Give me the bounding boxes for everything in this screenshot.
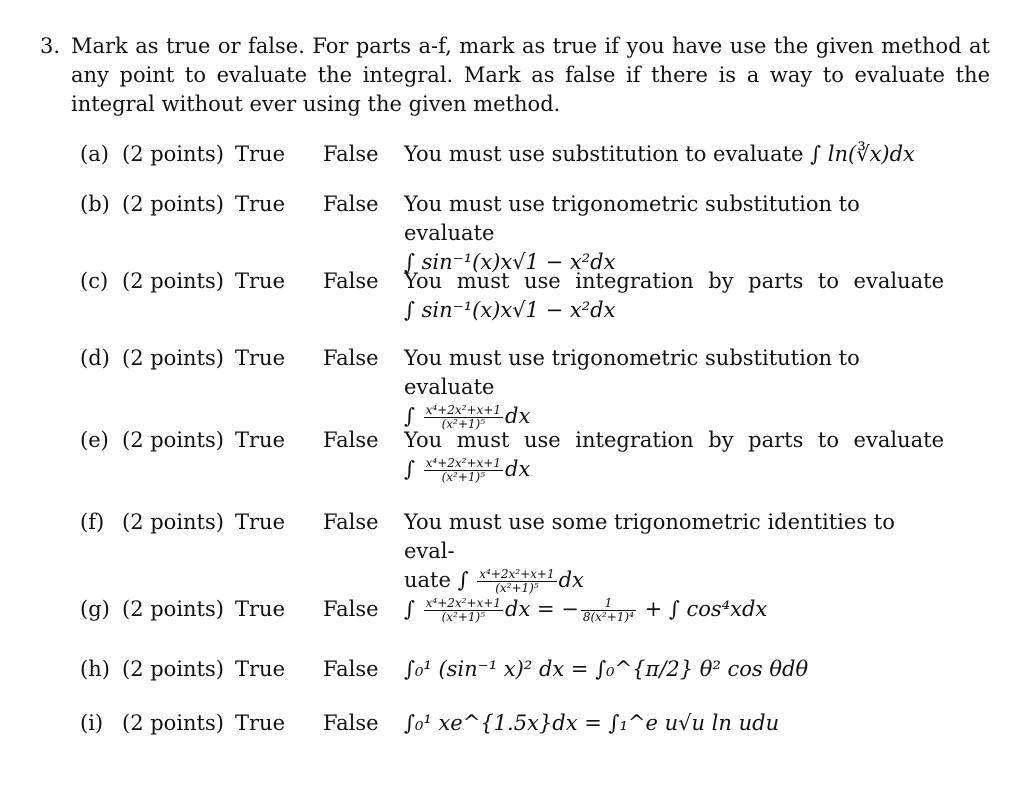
item-statement: You must use some trigonometric identities to eval- uate ∫ $\frac{\text{x⁴+2x²+x+1}}{\text{(x²+1)⁵}}$ dx <box>404 508 944 595</box>
equation: ∫ $\frac{\text{x⁴+2x²+x+1}}{\text{(x²+1)⁵}}$ dx = − $\frac{1}{\text{8(x²+1)⁴}}$ + ∫ cos⁴xdx <box>404 596 768 624</box>
true-option[interactable]: True <box>235 711 285 735</box>
item-label: (g) <box>80 597 110 621</box>
question-intro <box>40 32 990 119</box>
true-option[interactable]: True <box>235 142 285 166</box>
item-points: (2 points) <box>122 428 224 452</box>
item-statement: You must use substitution to evaluate ∫ ln(∛x)dx <box>404 142 915 166</box>
equation: ∫₀¹ (sin⁻¹ x)² dx = ∫₀^{π/2} θ² cos θdθ <box>404 657 809 681</box>
item-points: (2 points) <box>122 142 224 166</box>
integral-expression: ∫ sin⁻¹(x)x√1 − x²dx <box>404 298 616 322</box>
question-text: Mark as true or false. For parts a-f, mark as true if you have use the given method at any point to evaluate the integral. Mark as false if there is a way to evaluate the integral without ever using the given method. <box>71 34 990 116</box>
item-label: (i) <box>80 711 104 735</box>
false-option[interactable]: False <box>323 711 379 735</box>
integral-expression: ∫ $\frac{\text{x⁴+2x²+x+1}}{\text{(x²+1)⁵}}$ dx <box>404 456 531 484</box>
item-points: (2 points) <box>122 346 224 370</box>
integral-expression: ∫ $\frac{\text{x⁴+2x²+x+1}}{\text{(x²+1)⁵}}$ dx <box>404 403 531 431</box>
item-points: (2 points) <box>122 510 224 534</box>
item-statement: You must use trigonometric substitution to evaluate ∫ $\frac{\text{x⁴+2x²+x+1}}{\text{(x²+1)⁵}}$ dx <box>404 344 944 431</box>
question-number: 3. <box>40 34 61 58</box>
item-label: (c) <box>80 269 109 293</box>
item-points: (2 points) <box>122 192 224 216</box>
false-option[interactable]: False <box>323 346 379 370</box>
item-statement: You must use integration by parts to evaluate ∫ sin⁻¹(x)x√1 − x²dx <box>404 267 944 325</box>
item-label: (a) <box>80 142 109 166</box>
integral-expression: uate ∫ $\frac{\text{x⁴+2x²+x+1}}{\text{(x²+1)⁵}}$ dx <box>404 567 584 595</box>
item-label: (f) <box>80 510 105 534</box>
false-option[interactable]: False <box>323 597 379 621</box>
item-statement: You must use trigonometric substitution to evaluate ∫ sin⁻¹(x)x√1 − x²dx <box>404 190 944 277</box>
true-option[interactable]: True <box>235 597 285 621</box>
false-option[interactable]: False <box>323 192 379 216</box>
item-points: (2 points) <box>122 597 224 621</box>
item-points: (2 points) <box>122 711 224 735</box>
item-label: (b) <box>80 192 110 216</box>
item-points: (2 points) <box>122 657 224 681</box>
item-label: (e) <box>80 428 109 452</box>
integral-expression: ∫ sin⁻¹(x)x√1 − x²dx <box>404 250 616 274</box>
integral-expression: ∫ ln(∛x)dx <box>810 142 915 166</box>
false-option[interactable]: False <box>323 657 379 681</box>
item-statement: You must use integration by parts to evaluate ∫ $\frac{\text{x⁴+2x²+x+1}}{\text{(x²+1)⁵}}$ dx <box>404 428 944 484</box>
item-label: (h) <box>80 657 110 681</box>
false-option[interactable]: False <box>323 428 379 452</box>
equation: ∫₀¹ xe^{1.5x}dx = ∫₁^e u√u ln udu <box>404 711 780 735</box>
true-option[interactable]: True <box>235 657 285 681</box>
true-option[interactable]: True <box>235 428 285 452</box>
item-label: (d) <box>80 346 110 370</box>
item-points: (2 points) <box>122 269 224 293</box>
false-option[interactable]: False <box>323 269 379 293</box>
false-option[interactable]: False <box>323 510 379 534</box>
false-option[interactable]: False <box>323 142 379 166</box>
true-option[interactable]: True <box>235 510 285 534</box>
true-option[interactable]: True <box>235 269 285 293</box>
true-option[interactable]: True <box>235 192 285 216</box>
item-statement <box>404 595 944 624</box>
true-option[interactable]: True <box>235 346 285 370</box>
